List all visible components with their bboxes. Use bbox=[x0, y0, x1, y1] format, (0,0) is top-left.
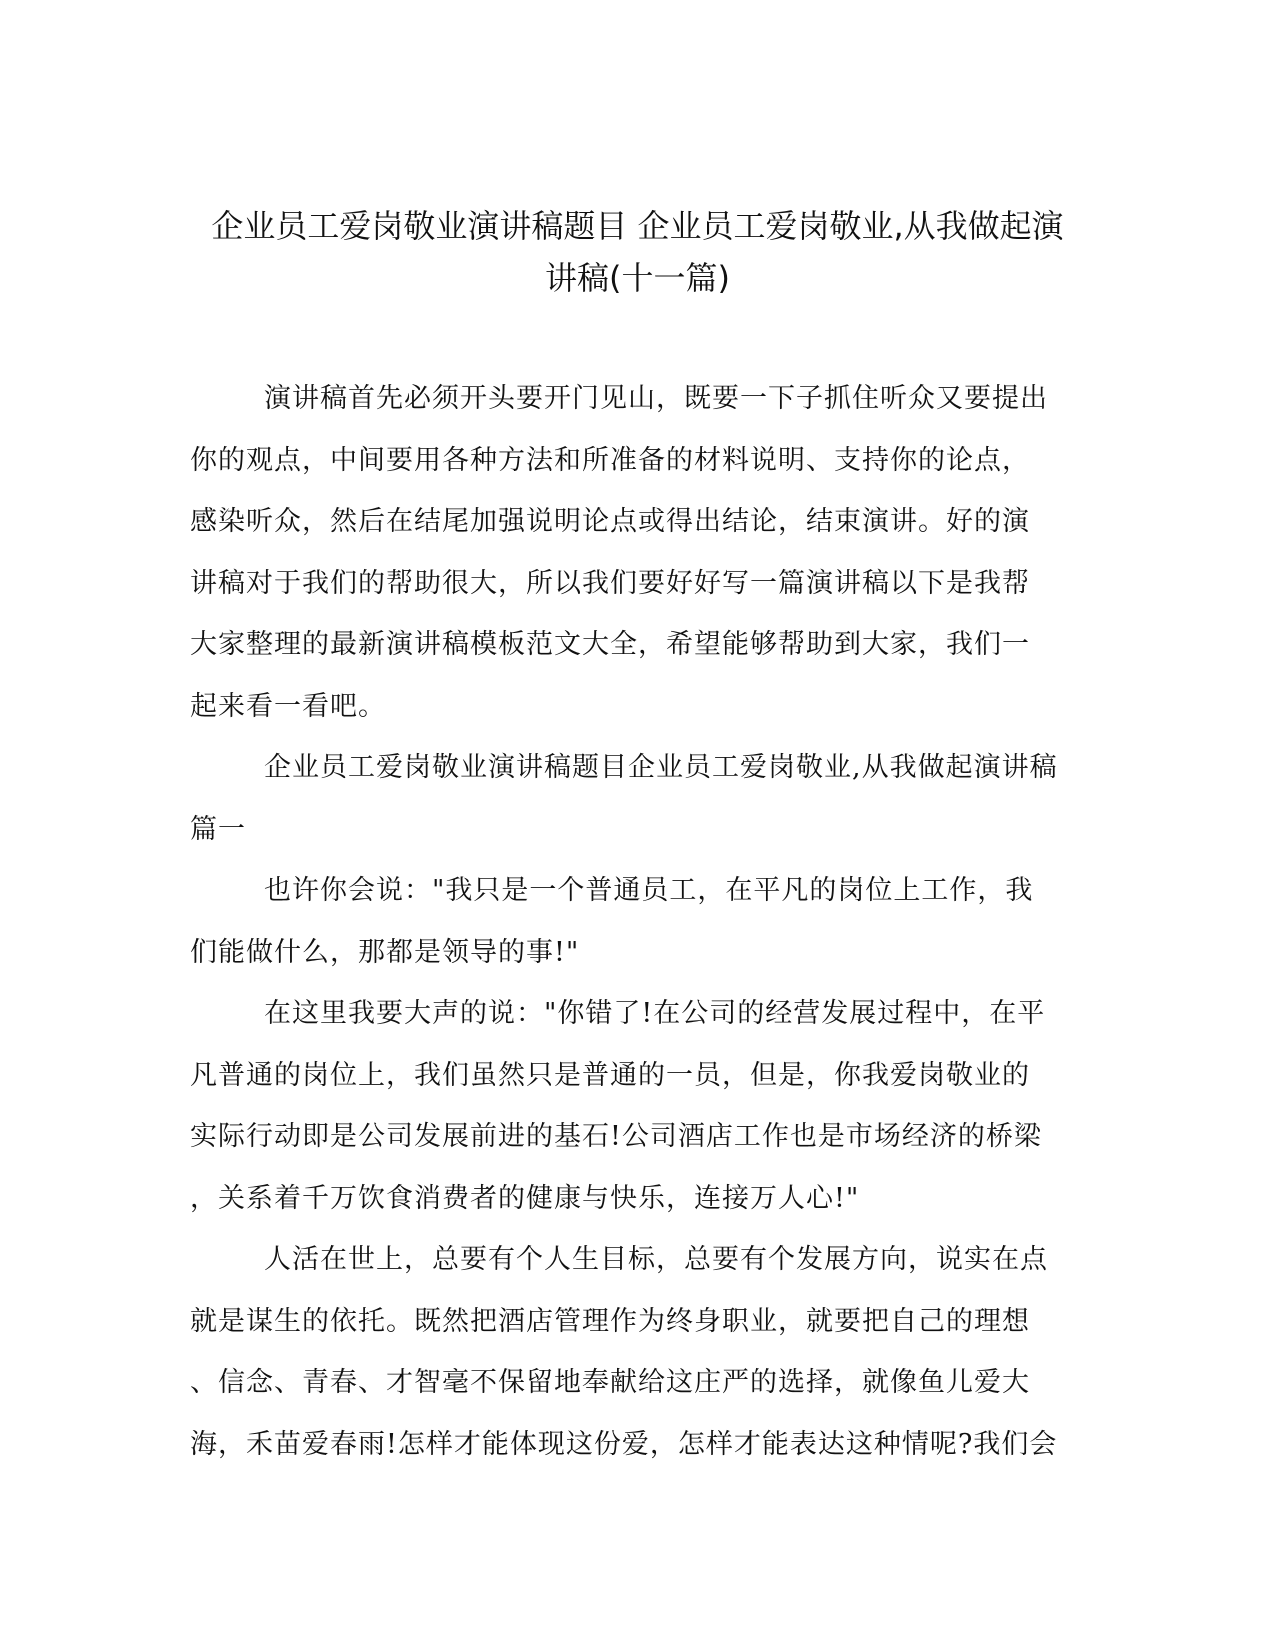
body-text-line: 大家整理的最新演讲稿模板范文大全，希望能够帮助到大家，我们一 bbox=[190, 629, 1030, 660]
body-text-line: 在这里我要大声的说："你错了!在公司的经营发展过程中，在平 bbox=[264, 998, 1046, 1029]
body-text-line: 演讲稿首先必须开头要开门见山，既要一下子抓住听众又要提出 bbox=[264, 383, 1048, 414]
body-text-line: 企业员工爱岗敬业演讲稿题目企业员工爱岗敬业,从我做起演讲稿 bbox=[264, 752, 1058, 783]
body-text-line: 你的观点，中间要用各种方法和所准备的材料说明、支持你的论点， bbox=[190, 444, 1030, 476]
body-text-line: 凡普通的岗位上，我们虽然只是普通的一员，但是，你我爱岗敬业的 bbox=[190, 1059, 1030, 1091]
body-text-line: 、信念、青春、才智毫不保留地奉献给这庄严的选择，就像鱼儿爱大 bbox=[190, 1367, 1030, 1398]
body-text-line: 们能做什么，那都是领导的事!" bbox=[190, 936, 580, 968]
body-text-line: 人活在世上，总要有个人生目标，总要有个发展方向，说实在点 bbox=[264, 1244, 1048, 1275]
body-text-line: 海，禾苗爱春雨!怎样才能体现这份爱，怎样才能表达这种情呢?我们会 bbox=[190, 1428, 1058, 1460]
body-text-line: 就是谋生的依托。既然把酒店管理作为终身职业，就要把自己的理想 bbox=[190, 1305, 1030, 1337]
document-title bbox=[170, 200, 1105, 304]
body-text-line: 起来看一看吧。 bbox=[190, 690, 386, 722]
body-text-line: 也许你会说："我只是一个普通员工，在平凡的岗位上工作，我 bbox=[264, 875, 1034, 906]
body-text-line: 感染听众，然后在结尾加强说明论点或得出结论，结束演讲。好的演 bbox=[190, 506, 1030, 537]
body-text-line: 讲稿对于我们的帮助很大，所以我们要好好写一篇演讲稿以下是我帮 bbox=[190, 567, 1030, 599]
title-line: 讲稿(十一篇) bbox=[545, 259, 730, 297]
body-text-line: ，关系着千万饮食消费者的健康与快乐，连接万人心!" bbox=[190, 1182, 860, 1214]
document-body bbox=[190, 368, 1090, 1475]
body-text-line: 篇一 bbox=[190, 813, 246, 845]
title-line: 企业员工爱岗敬业演讲稿题目 企业员工爱岗敬业,从我做起演 bbox=[211, 207, 1064, 245]
body-text-line: 实际行动即是公司发展前进的基石!公司酒店工作也是市场经济的桥梁 bbox=[190, 1121, 1042, 1152]
